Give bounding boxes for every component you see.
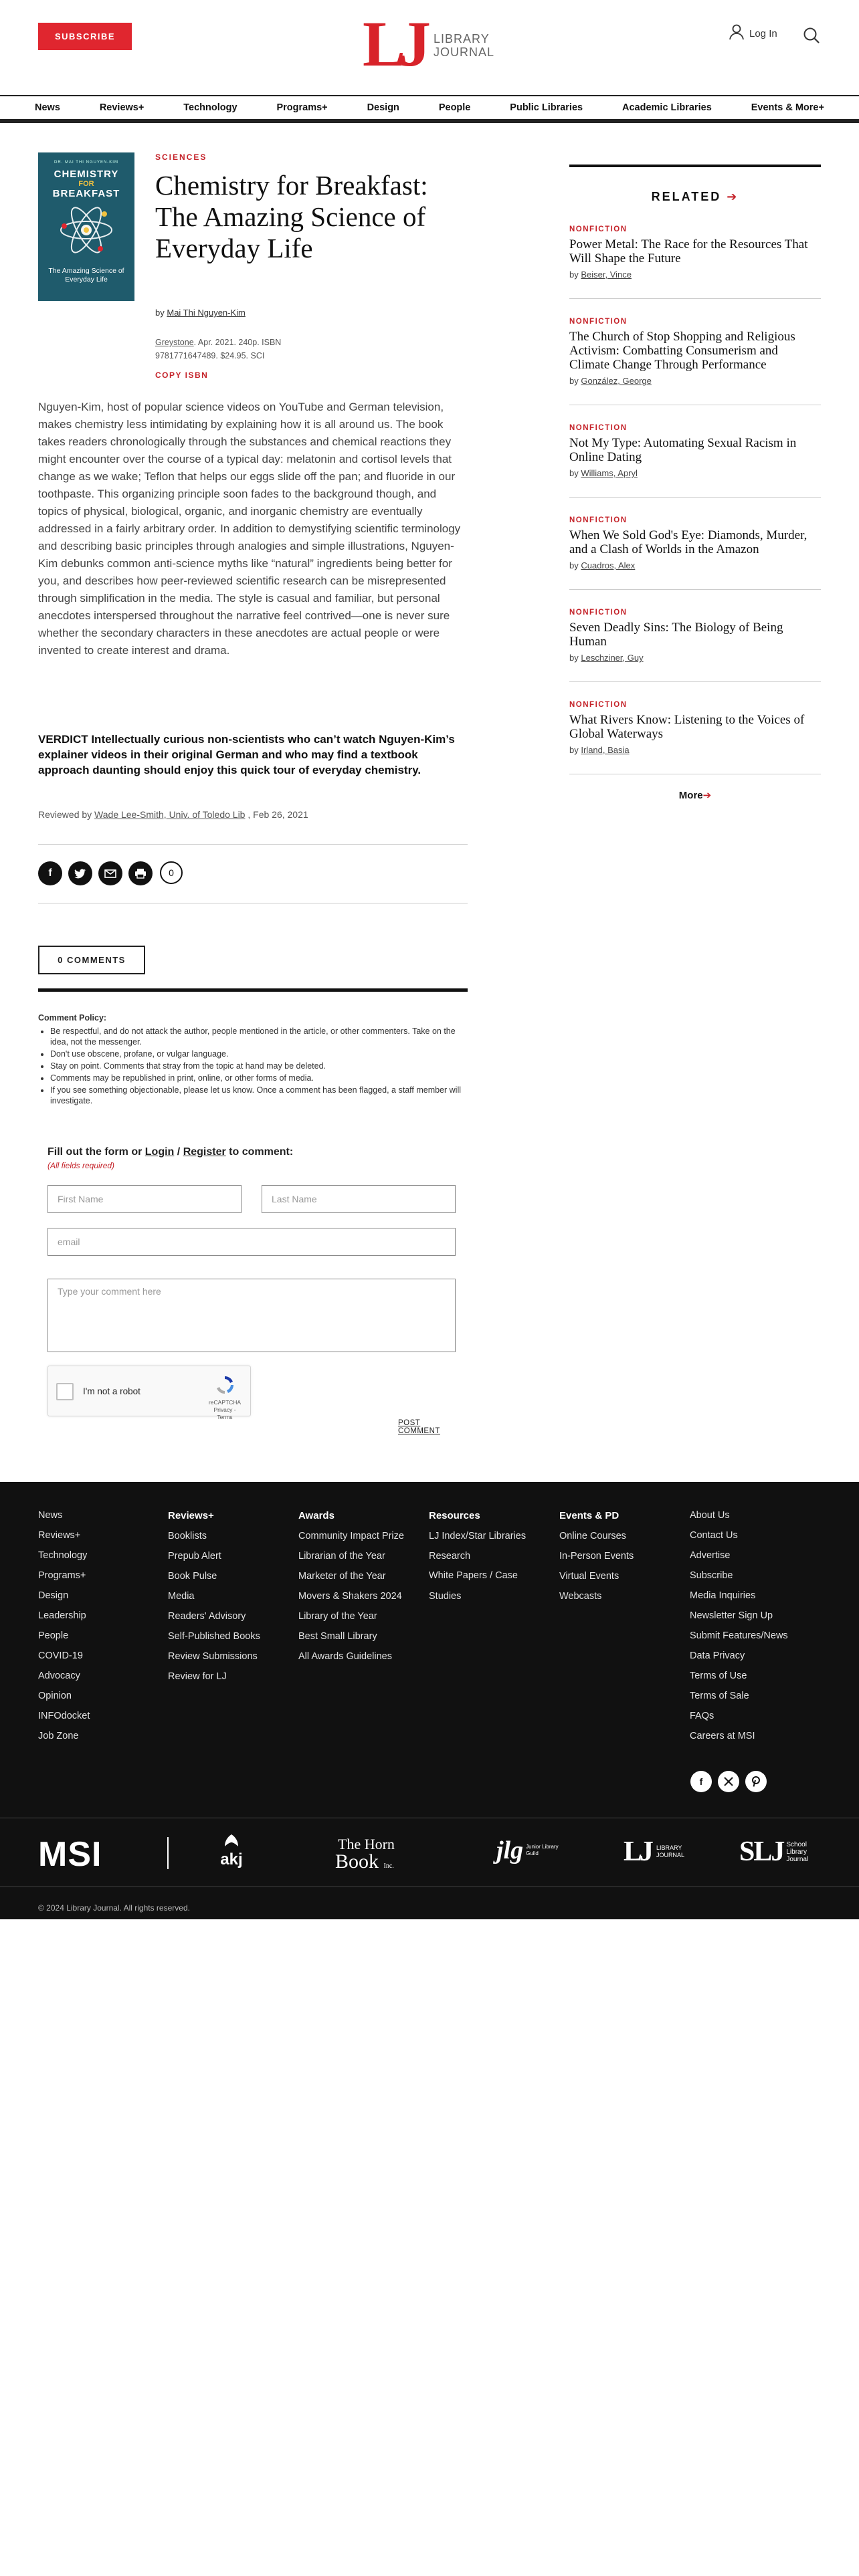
share-bar — [38, 861, 183, 885]
section-tag[interactable]: SCIENCES — [155, 152, 207, 162]
arrow-right-icon: ➔ — [702, 790, 712, 801]
footer-link[interactable]: Careers at MSI — [690, 1731, 755, 1741]
copy-isbn-button[interactable]: COPY ISBN — [155, 370, 209, 380]
footer-link[interactable]: Book Pulse — [168, 1571, 217, 1582]
footer-link[interactable]: Review Submissions — [168, 1651, 258, 1662]
reviewer-link[interactable]: Wade Lee-Smith, Univ. of Toledo Lib — [94, 809, 246, 820]
related-author-link[interactable]: Leschziner, Guy — [581, 653, 644, 663]
post-comment-button[interactable]: POST COMMENT — [398, 1419, 440, 1435]
jlg-logo[interactable]: jlg Junior Library Guild — [496, 1836, 559, 1864]
footer-link[interactable]: Virtual Events — [559, 1571, 619, 1582]
slj-logo[interactable]: SLJ School Library Journal — [739, 1836, 809, 1867]
footer-link[interactable]: All Awards Guidelines — [298, 1651, 392, 1662]
divider — [38, 844, 468, 845]
footer-link[interactable]: Newsletter Sign Up — [690, 1610, 773, 1621]
policy-item: • Stay on point. Comments that stray from the topic at hand may be deleted. — [50, 1061, 468, 1071]
site-header — [0, 0, 859, 95]
page-title: Chemistry for Breakfast: The Amazing Science of Everyday Life — [155, 170, 428, 263]
related-title-link[interactable]: Not My Type: Automating Sexual Racism in Online Dating — [569, 436, 797, 464]
footer-link[interactable]: Community Impact Prize — [298, 1531, 404, 1541]
nav-item-programs[interactable]: Programs+ — [276, 102, 328, 113]
nav-item-people[interactable]: People — [438, 102, 471, 113]
footer-link[interactable]: Best Small Library — [298, 1631, 377, 1642]
footer-link[interactable]: Terms of Use — [690, 1671, 747, 1681]
footer-column-reviews — [168, 1510, 260, 1691]
footer-link[interactable]: Readers' Advisory — [168, 1611, 246, 1622]
divider — [38, 988, 468, 992]
footer-column-resources — [429, 1510, 536, 1616]
footer-heading[interactable]: Events & PD — [559, 1510, 619, 1521]
first-name-field[interactable] — [47, 1185, 242, 1213]
footer-heading[interactable]: Reviews+ — [168, 1510, 214, 1521]
social-links — [690, 1771, 767, 1792]
divider — [569, 165, 821, 167]
related-author-link[interactable]: Williams, Apryl — [581, 468, 638, 478]
comment-count-icon[interactable]: 0 — [160, 861, 183, 884]
related-title-link[interactable]: Power Metal: The Race for the Resources That Will Shape the Future — [569, 237, 808, 265]
comment-form — [47, 1146, 461, 1435]
akj-icon — [218, 1833, 245, 1849]
logo-mark: LJ — [363, 8, 425, 80]
footer-link[interactable]: Librarian of the Year — [298, 1551, 385, 1562]
nav-item-events-more[interactable]: Events & More+ — [751, 102, 824, 113]
site-logo[interactable] — [363, 8, 503, 80]
recaptcha-checkbox[interactable] — [56, 1383, 74, 1400]
review-verdict: VERDICT Intellectually curious non-scientists who can’t watch Nguyen-Kim’s explainer videos in their original German and who may find a textbook approach daunting should enjoy this quick tour of everyday chemistry. — [38, 733, 455, 776]
facebook-icon[interactable]: f — [690, 1771, 712, 1792]
nav-item-reviews[interactable]: Reviews+ — [99, 102, 145, 113]
footer-link[interactable]: Design — [38, 1590, 69, 1601]
footer-link[interactable]: White Papers / Case Studies — [429, 1570, 518, 1602]
related-sidebar — [569, 165, 821, 801]
search-icon[interactable] — [803, 27, 820, 47]
nav-item-news[interactable]: News — [35, 102, 60, 113]
footer-link[interactable]: Job Zone — [38, 1731, 79, 1741]
footer-column-about — [690, 1510, 788, 1751]
footer-link[interactable]: Opinion — [38, 1691, 72, 1701]
required-note: (All fields required) — [47, 1161, 115, 1170]
footer-link[interactable]: COVID-19 — [38, 1650, 83, 1661]
related-title-link[interactable]: When We Sold God's Eye: Diamonds, Murder, and a Clash of Worlds in the Amazon — [569, 528, 807, 556]
book-header — [155, 152, 463, 264]
copyright: © 2024 Library Journal. All rights reserved. — [38, 1903, 190, 1913]
footer-link[interactable]: People — [38, 1630, 69, 1641]
footer-link[interactable]: Terms of Sale — [690, 1691, 749, 1701]
login-label: Log In — [749, 27, 777, 39]
register-link[interactable]: Register — [183, 1146, 226, 1158]
comments-toggle-button[interactable]: 0 COMMENTS — [38, 946, 145, 974]
policy-item: • If you see something objectionable, please let us know. Once a comment has been flagged, a staff member will investigate. — [50, 1085, 468, 1106]
recaptcha-icon — [214, 1374, 235, 1396]
footer-link[interactable]: Reviews+ — [38, 1530, 81, 1541]
main-nav — [0, 95, 859, 123]
footer-link[interactable]: Subscribe — [690, 1570, 733, 1581]
footer-link[interactable]: Research — [429, 1551, 471, 1562]
pinterest-icon[interactable] — [745, 1771, 767, 1792]
login-link[interactable] — [729, 24, 777, 43]
footer-link[interactable]: Media Inquiries — [690, 1590, 756, 1601]
reviewer-line: Reviewed by Wade Lee-Smith, Univ. of Toledo Lib , Feb 26, 2021 — [38, 809, 308, 820]
footer-column-awards — [298, 1510, 404, 1671]
related-heading[interactable]: RELATED ➔ — [651, 190, 739, 203]
brand-bar — [0, 1818, 859, 1887]
footer-heading[interactable]: Resources — [429, 1510, 480, 1521]
footer-link[interactable]: Contact Us — [690, 1530, 738, 1541]
footer-column-events — [559, 1510, 634, 1611]
form-title: Fill out the form or Login / Register to comment: — [47, 1146, 294, 1158]
footer-link[interactable]: In-Person Events — [559, 1551, 634, 1562]
atom-icon — [56, 203, 116, 257]
footer-link[interactable]: Advertise — [690, 1550, 731, 1561]
hornbook-logo[interactable]: The Horn Book Inc. — [335, 1836, 395, 1872]
nav-item-technology[interactable]: Technology — [183, 102, 237, 113]
footer-link[interactable]: News — [38, 1510, 63, 1521]
related-item: NONFICTION The Church of Stop Shopping and Religious Activism: Combatting Consumerism and Climate Change Through Performance by González, George — [569, 318, 821, 405]
related-title-link[interactable]: Seven Deadly Sins: The Biology of Being Human — [569, 621, 783, 649]
comment-textarea[interactable] — [47, 1279, 456, 1352]
site-footer — [0, 1482, 859, 1919]
review-body: Nguyen-Kim, host of popular science videos on YouTube and German television, makes chemistry less intimidating by explaining how it is all around us. The book takes readers chronologically through the substances and chemical reactions they might encounter over the course of a typical day: melatonin and cortisol levels that change as we wake; Teflon that helps our eggs slide off the pan; and fluoride in our toothpaste. This organizing principle soon fades to the background though, and topics of physical, biological, organic, and inorganic chemistry are eventually addressed in a fairly arbitrary order. In addition to demystifying scientific terminology and describing basic principles through analogies and simple illustrations, Nguyen-Kim debunks common anti-science myths like “natural” ingredients being better for you, and describes how peer-reviewed scientific research can be misrepresented through simplification in the media. The style is casual and familiar, but personal anecdotes interspersed throughout the narrative feel contrived—one is never sure whether the secondary characters in these anecdotes are actual people or were invented to create interest and drama. — [38, 401, 461, 657]
policy-item: • Don't use obscene, profane, or vulgar language. — [50, 1049, 468, 1059]
footer-link[interactable]: Advocacy — [38, 1671, 80, 1681]
footer-link[interactable]: Booklists — [168, 1531, 207, 1541]
footer-link[interactable]: Review for LJ — [168, 1671, 227, 1682]
related-item: NONFICTION What Rivers Know: Listening to the Voices of Global Waterways by Irland, Basia — [569, 701, 821, 774]
author-link[interactable]: Mai Thi Nguyen-Kim — [167, 308, 246, 318]
publication-info: Greystone. Apr. 2021. 240p. ISBN 9781771647489. $24.95. SCI — [155, 338, 282, 360]
footer-link[interactable]: Leadership — [38, 1610, 86, 1621]
policy-item: • Comments may be republished in print, online, or other forms of media. — [50, 1073, 468, 1083]
footer-link[interactable]: Technology — [38, 1550, 88, 1561]
footer-link[interactable]: Online Courses — [559, 1531, 626, 1541]
comment-policy: Comment Policy: • Be respectful, and do not attack the author, people mentioned in the article, or other commenters. Take on the idea, not the messenger. • Don't use obscene, profane, or vulgar language. • Stay on point. Comments that stray from the topic at hand may be deleted. • Comments may be republished in print, online, or other forms of media. • If you see something objectionable, please let us know. Once a comment has been flagged, a staff member will investigate. — [38, 1012, 468, 1107]
publisher-link[interactable]: Greystone — [155, 338, 194, 347]
footer-link[interactable]: Data Privacy — [690, 1650, 745, 1661]
login-form-link[interactable]: Login — [145, 1146, 175, 1158]
footer-link[interactable]: Library of the Year — [298, 1611, 377, 1622]
msi-logo[interactable]: MSI — [38, 1835, 102, 1874]
related-item: NONFICTION Power Metal: The Race for the Resources That Will Shape the Future by Beiser, Vince — [569, 225, 821, 299]
footer-link[interactable]: About Us — [690, 1510, 730, 1521]
facebook-icon[interactable]: f — [38, 861, 62, 885]
footer-link[interactable]: Marketer of the Year — [298, 1571, 386, 1582]
footer-heading[interactable]: Awards — [298, 1510, 335, 1521]
related-author-link[interactable]: Beiser, Vince — [581, 270, 632, 280]
footer-link[interactable]: Submit Features/News — [690, 1630, 788, 1641]
divider — [167, 1837, 169, 1869]
footer-link[interactable]: Self-Published Books — [168, 1631, 260, 1642]
related-title-link[interactable]: What Rivers Know: Listening to the Voices of Global Waterways — [569, 713, 805, 741]
related-item: NONFICTION When We Sold God's Eye: Diamonds, Murder, and a Clash of Worlds in the Amazon by Cuadros, Alex — [569, 516, 821, 590]
recaptcha-widget: I'm not a robot reCAPTCHA Privacy - Terms — [47, 1366, 251, 1416]
footer-link[interactable]: Webcasts — [559, 1591, 602, 1602]
footer-link[interactable]: Movers & Shakers 2024 — [298, 1591, 402, 1602]
footer-column-main — [38, 1510, 90, 1751]
related-item: NONFICTION Not My Type: Automating Sexual Racism in Online Dating by Williams, Apryl — [569, 424, 821, 498]
arrow-right-icon: ➔ — [727, 190, 739, 203]
x-icon[interactable] — [718, 1771, 739, 1792]
nav-item-public-libraries[interactable]: Public Libraries — [510, 102, 583, 113]
footer-link[interactable]: INFOdocket — [38, 1711, 90, 1721]
byline: by Mai Thi Nguyen-Kim — [155, 308, 246, 318]
policy-item: • Be respectful, and do not attack the author, people mentioned in the article, or other commenters. Take on the idea, not the messenger. — [50, 1026, 468, 1047]
subscribe-button[interactable]: SUBSCRIBE — [38, 23, 132, 50]
footer-link[interactable]: LJ Index/Star Libraries — [429, 1531, 527, 1541]
email-icon[interactable] — [98, 861, 122, 885]
related-author-link[interactable]: Irland, Basia — [581, 745, 630, 755]
user-icon — [729, 24, 744, 43]
footer-link[interactable]: FAQs — [690, 1711, 714, 1721]
footer-link[interactable]: Programs+ — [38, 1570, 86, 1581]
related-title-link[interactable]: The Church of Stop Shopping and Religious Activism: Combatting Consumerism and Climate Change Through Performance — [569, 330, 795, 372]
related-author-link[interactable]: González, George — [581, 376, 652, 386]
related-author-link[interactable]: Cuadros, Alex — [581, 560, 636, 570]
twitter-icon[interactable] — [68, 861, 92, 885]
nav-item-design[interactable]: Design — [367, 102, 399, 113]
related-item: NONFICTION Seven Deadly Sins: The Biology of Being Human by Leschziner, Guy — [569, 609, 821, 682]
book-cover: DR. MAI THI NGUYEN-KIM CHEMISTRY FOR BREAKFAST The Amazing Science of Everyday Life — [38, 152, 134, 301]
footer-link[interactable]: Media — [168, 1591, 195, 1602]
more-related-link[interactable]: More➔ — [678, 790, 712, 801]
last-name-field[interactable] — [262, 1185, 456, 1213]
akj-logo[interactable]: akj — [218, 1833, 245, 1867]
print-icon[interactable] — [128, 861, 153, 885]
logo-wordmark: LIBRARY JOURNAL — [434, 32, 495, 59]
nav-item-academic-libraries[interactable]: Academic Libraries — [622, 102, 712, 113]
email-field[interactable] — [47, 1228, 456, 1256]
lj-logo[interactable]: LJ LIBRARY JOURNAL — [624, 1836, 685, 1867]
footer-link[interactable]: Prepub Alert — [168, 1551, 221, 1562]
